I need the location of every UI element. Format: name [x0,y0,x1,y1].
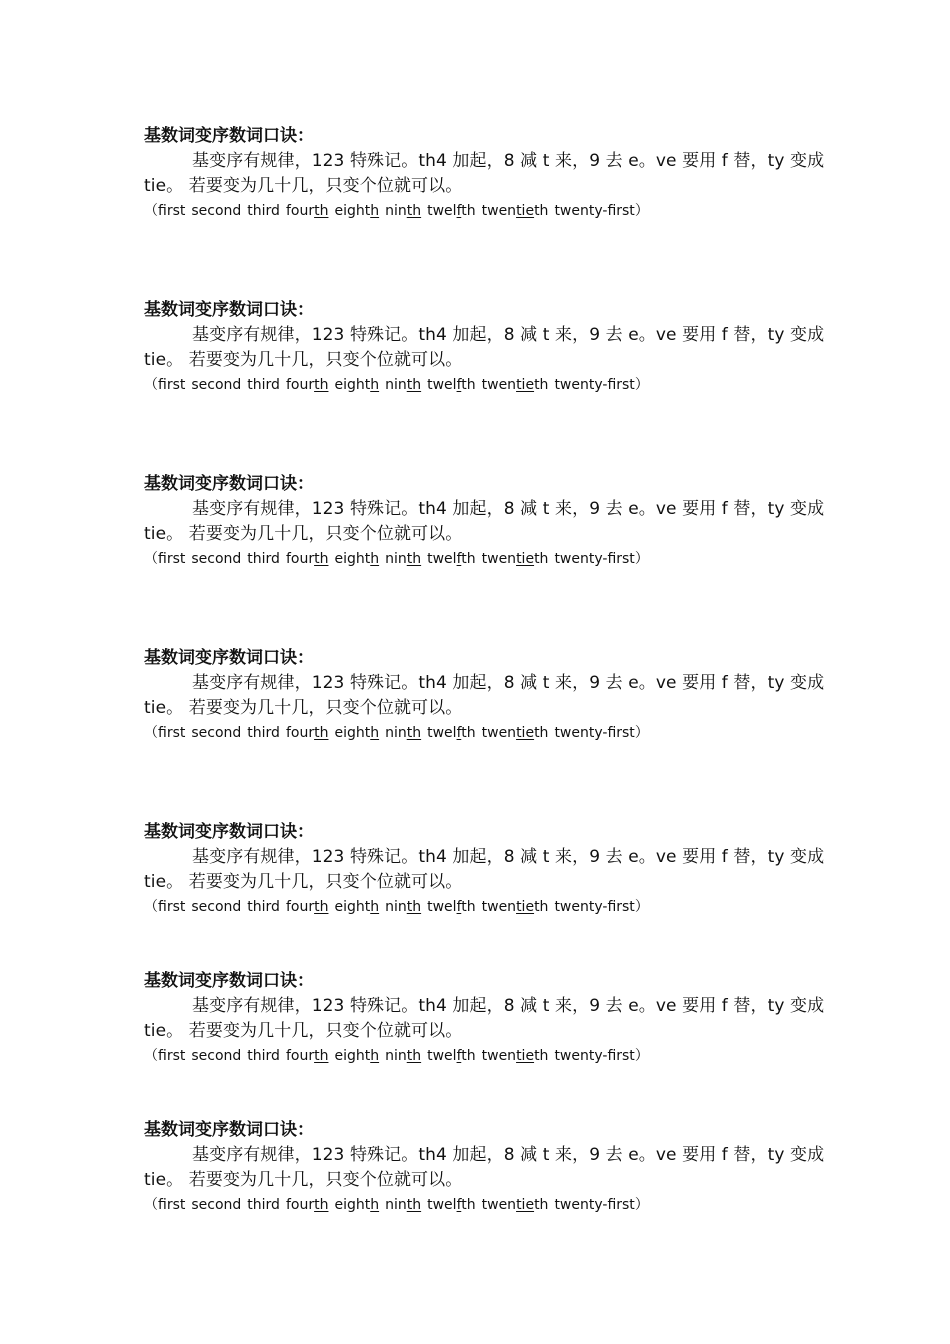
word-part: twen [481,725,517,741]
ordinal-word [334,1048,379,1064]
word-underlined-part: tie [516,1048,535,1064]
word-part: nin [385,725,407,741]
ordinal-word [158,377,185,393]
ordinal-word [286,551,329,567]
word-part: nin [385,203,407,219]
ordinal-word [427,551,476,567]
ordinal-word [191,1197,241,1213]
ordinal-word [554,377,634,393]
ordinal-word [427,1197,476,1213]
word-underlined-part: tie [516,1197,535,1213]
word-underlined-part: f [456,203,462,219]
ordinal-word [385,203,421,219]
word-part: nin [385,1048,407,1064]
open-paren: （ [144,725,158,741]
ordinal-examples [144,199,810,223]
word-part: four [285,899,315,915]
word-underlined-part: th [314,203,329,219]
word-part: th [534,725,549,741]
ordinal-word [427,725,476,741]
ordinal-examples [144,547,810,571]
word-part: second [191,551,242,567]
word-part: third [247,551,280,567]
ordinal-word [427,899,476,915]
word-part: nin [385,899,407,915]
word-part: first [158,1197,186,1213]
rule-line-2: tie。 若要变为几十几，只变个位就可以。 [144,176,463,196]
ordinal-word [554,1048,634,1064]
word-underlined-part: h [370,203,380,219]
word-part: eight [334,1048,371,1064]
word-part: third [247,1048,280,1064]
ordinal-word [286,377,329,393]
word-part: th [461,1197,476,1213]
word-part: second [191,1197,242,1213]
word-part: twel [427,377,457,393]
rule-line-1: 基变序有规律，123 特殊记。th4 加起，8 减 t 来，9 去 e。ve 要用 f 替，ty 变成 [192,1145,825,1165]
word-part: th [534,899,549,915]
word-part: eight [334,899,371,915]
word-part: twenty-first [554,899,635,915]
word-part: twen [481,551,517,567]
rule-line-1: 基变序有规律，123 特殊记。th4 加起，8 减 t 来，9 去 e。ve 要用 f 替，ty 变成 [192,499,825,519]
word-part: twen [481,377,517,393]
block-heading: 基数词变序数词口诀： [144,822,314,842]
ordinal-word [191,377,241,393]
ordinal-word [334,1197,379,1213]
word-part: second [191,1048,242,1064]
rule-line-2: tie。 若要变为几十几，只变个位就可以。 [144,698,463,718]
word-part: twel [427,203,457,219]
word-underlined-part: th [406,551,422,567]
word-underlined-part: tie [516,377,535,393]
word-part: four [285,203,315,219]
word-part: eight [334,1197,371,1213]
ordinal-word [286,1048,329,1064]
word-underlined-part: f [456,551,462,567]
word-part: th [461,1048,476,1064]
ordinal-word [385,1048,421,1064]
word-underlined-part: f [456,1048,462,1064]
ordinal-word [482,1048,549,1064]
ordinal-examples [144,721,810,745]
word-part: th [461,551,476,567]
word-part: twen [481,899,517,915]
word-underlined-part: h [370,377,380,393]
word-part: first [158,1048,186,1064]
mnemonic-block [144,298,825,397]
ordinal-word [334,725,379,741]
ordinal-word [482,725,549,741]
word-underlined-part: th [314,725,329,741]
rule-line-2: tie。 若要变为几十几，只变个位就可以。 [144,350,463,370]
block-heading: 基数词变序数词口诀： [144,648,314,668]
word-underlined-part: tie [516,551,535,567]
word-part: th [461,377,476,393]
rule-line-1: 基变序有规律，123 特殊记。th4 加起，8 减 t 来，9 去 e。ve 要用 f 替，ty 变成 [192,325,825,345]
mnemonic-block [144,472,825,571]
ordinal-word [191,725,241,741]
word-underlined-part: h [370,1197,380,1213]
word-part: twenty-first [554,377,635,393]
word-part: second [191,899,242,915]
word-part: second [191,203,242,219]
ordinal-word [247,899,280,915]
rule-line-1: 基变序有规律，123 特殊记。th4 加起，8 减 t 来，9 去 e。ve 要用 f 替，ty 变成 [192,673,825,693]
ordinal-word [554,899,634,915]
ordinal-word [191,899,241,915]
ordinal-word [191,551,241,567]
word-underlined-part: f [456,725,462,741]
ordinal-word [385,725,421,741]
close-paren: ） [634,1048,649,1064]
word-underlined-part: th [314,1048,329,1064]
ordinal-examples [144,1044,810,1068]
word-underlined-part: th [406,725,422,741]
mnemonic-block [144,124,825,223]
ordinal-word [191,1048,241,1064]
close-paren: ） [634,1197,649,1213]
word-part: first [158,377,186,393]
ordinal-word [385,899,421,915]
word-part: twenty-first [554,551,635,567]
word-part: first [158,203,186,219]
block-heading: 基数词变序数词口诀： [144,1120,314,1140]
word-part: second [191,377,242,393]
word-part: twen [481,203,517,219]
rule-line-1: 基变序有规律，123 特殊记。th4 加起，8 减 t 来，9 去 e。ve 要用 f 替，ty 变成 [192,996,825,1016]
word-underlined-part: th [314,1197,329,1213]
word-part: four [285,1197,315,1213]
word-underlined-part: h [370,899,380,915]
ordinal-word [385,551,421,567]
ordinal-word [247,551,280,567]
ordinal-word [286,203,329,219]
ordinal-word [247,203,280,219]
ordinal-word [158,899,185,915]
word-underlined-part: th [314,377,329,393]
word-part: nin [385,377,407,393]
word-part: four [285,377,315,393]
word-part: twenty-first [554,725,635,741]
rule-line-2: tie。 若要变为几十几，只变个位就可以。 [144,524,463,544]
ordinal-word [158,203,185,219]
word-part: th [461,899,476,915]
ordinal-word [427,203,476,219]
word-part: th [534,1197,549,1213]
word-underlined-part: th [406,377,422,393]
word-underlined-part: th [314,899,329,915]
ordinal-word [247,725,280,741]
open-paren: （ [144,377,158,393]
word-underlined-part: h [370,1048,380,1064]
block-heading: 基数词变序数词口诀： [144,971,314,991]
word-part: twenty-first [554,1197,635,1213]
rule-line-2: tie。 若要变为几十几，只变个位就可以。 [144,1170,463,1190]
word-underlined-part: th [406,203,422,219]
word-part: th [461,203,476,219]
word-underlined-part: tie [516,725,535,741]
word-underlined-part: f [456,1197,462,1213]
word-part: third [247,203,280,219]
word-part: th [461,725,476,741]
mnemonic-block [144,1118,825,1217]
ordinal-word [427,377,476,393]
mnemonic-block [144,646,825,745]
ordinal-word [554,1197,634,1213]
word-part: four [285,1048,315,1064]
word-part: th [534,377,549,393]
word-part: th [534,203,549,219]
ordinal-examples [144,373,810,397]
ordinal-word [482,551,549,567]
open-paren: （ [144,551,158,567]
word-part: twel [427,1048,457,1064]
rule-line-1: 基变序有规律，123 特殊记。th4 加起，8 减 t 来，9 去 e。ve 要用 f 替，ty 变成 [192,847,825,867]
rule-line-2: tie。 若要变为几十几，只变个位就可以。 [144,872,463,892]
ordinal-word [158,551,185,567]
close-paren: ） [634,899,649,915]
close-paren: ） [634,725,649,741]
ordinal-word [482,1197,549,1213]
open-paren: （ [144,899,158,915]
open-paren: （ [144,203,158,219]
word-part: first [158,725,186,741]
word-part: third [247,899,280,915]
open-paren: （ [144,1048,158,1064]
open-paren: （ [144,1197,158,1213]
word-part: nin [385,551,407,567]
word-underlined-part: h [370,551,380,567]
ordinal-word [286,899,329,915]
ordinal-word [554,551,634,567]
ordinal-examples [144,1193,810,1217]
word-underlined-part: h [370,725,380,741]
ordinal-word [482,203,549,219]
word-part: twel [427,1197,457,1213]
ordinal-word [158,1197,185,1213]
ordinal-word [482,899,549,915]
ordinal-word [334,899,379,915]
ordinal-word [286,1197,329,1213]
close-paren: ） [634,203,649,219]
word-part: twenty-first [554,203,635,219]
mnemonic-block [144,820,825,919]
word-part: twen [481,1048,517,1064]
word-part: eight [334,377,371,393]
close-paren: ） [634,377,649,393]
word-part: twen [481,1197,517,1213]
ordinal-word [158,725,185,741]
word-underlined-part: th [314,551,329,567]
word-part: third [247,1197,280,1213]
word-part: th [534,551,549,567]
word-part: twenty-first [554,1048,635,1064]
ordinal-word [286,725,329,741]
word-part: four [285,725,315,741]
word-underlined-part: f [456,377,462,393]
ordinal-word [427,1048,476,1064]
word-part: th [534,1048,549,1064]
ordinal-word [334,551,379,567]
word-underlined-part: tie [516,203,535,219]
word-part: eight [334,725,371,741]
mnemonic-block [144,969,825,1068]
ordinal-word [247,1197,280,1213]
word-part: third [247,725,280,741]
rule-line-2: tie。 若要变为几十几，只变个位就可以。 [144,1021,463,1041]
word-part: twel [427,899,457,915]
word-part: first [158,551,186,567]
ordinal-word [158,1048,185,1064]
ordinal-word [191,203,241,219]
word-part: nin [385,1197,407,1213]
word-part: twel [427,725,457,741]
word-part: eight [334,551,371,567]
close-paren: ） [634,551,649,567]
word-part: eight [334,203,371,219]
word-underlined-part: th [406,1197,422,1213]
ordinal-word [334,377,379,393]
word-underlined-part: th [406,899,422,915]
ordinal-word [334,203,379,219]
rule-line-1: 基变序有规律，123 特殊记。th4 加起，8 减 t 来，9 去 e。ve 要用 f 替，ty 变成 [192,151,825,171]
ordinal-word [482,377,549,393]
block-heading: 基数词变序数词口诀： [144,126,314,146]
ordinal-word [554,203,634,219]
block-heading: 基数词变序数词口诀： [144,300,314,320]
ordinal-word [385,377,421,393]
ordinal-word [247,1048,280,1064]
block-heading: 基数词变序数词口诀： [144,474,314,494]
word-underlined-part: th [406,1048,422,1064]
word-part: four [285,551,315,567]
word-underlined-part: tie [516,899,535,915]
word-part: twel [427,551,457,567]
word-part: second [191,725,242,741]
word-underlined-part: f [456,899,462,915]
ordinal-word [554,725,634,741]
ordinal-word [247,377,280,393]
ordinal-word [385,1197,421,1213]
word-part: first [158,899,186,915]
word-part: third [247,377,280,393]
ordinal-examples [144,895,810,919]
